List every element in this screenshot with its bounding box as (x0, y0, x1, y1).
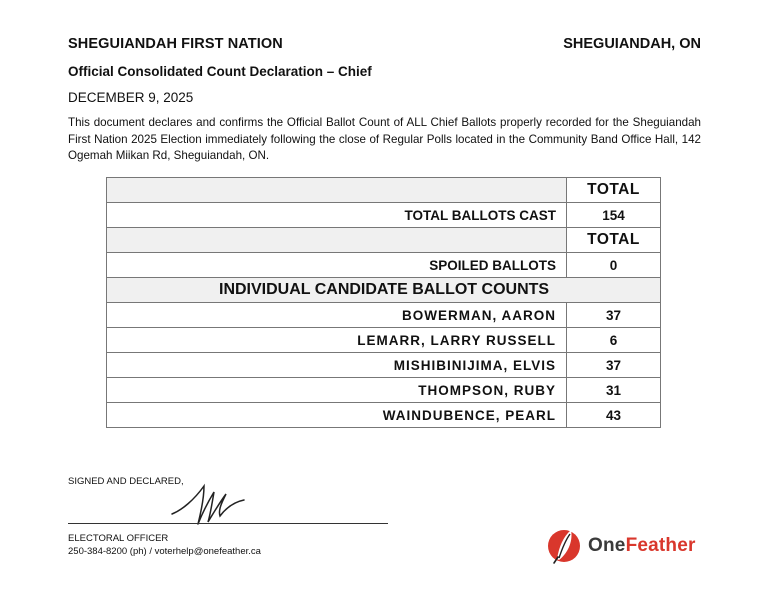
document-title: Official Consolidated Count Declaration – Chief (68, 64, 372, 79)
candidate-votes: 37 (567, 353, 661, 378)
candidate-row (107, 328, 661, 353)
ballots-cast-value: 154 (567, 203, 661, 228)
section-header-row (107, 278, 661, 303)
spoiled-ballots-value: 0 (567, 253, 661, 278)
logo-wordmark (588, 535, 696, 557)
logo-text-one: One (588, 535, 626, 556)
candidate-votes: 37 (567, 303, 661, 328)
table-row (107, 228, 661, 253)
candidate-votes: 31 (567, 378, 661, 403)
candidate-name: LEMARR, LARRY RUSSELL (107, 328, 567, 353)
table-row (107, 178, 661, 203)
location: SHEGUIANDAH, ON (563, 36, 701, 52)
signed-declared-label: SIGNED AND DECLARED, (68, 476, 184, 487)
candidate-row (107, 403, 661, 428)
candidate-row (107, 353, 661, 378)
table-cell (107, 178, 567, 203)
signature-line (68, 523, 388, 524)
signature-icon (168, 478, 258, 528)
candidate-row (107, 303, 661, 328)
spoiled-ballots-label: SPOILED BALLOTS (107, 253, 567, 278)
candidate-name: MISHIBINIJIMA, ELVIS (107, 353, 567, 378)
candidate-name: THOMPSON, RUBY (107, 378, 567, 403)
table-row (107, 253, 661, 278)
candidate-row (107, 378, 661, 403)
onefeather-logo (546, 522, 696, 570)
logo-text-feather: Feather (625, 535, 696, 556)
total-header: TOTAL (567, 178, 661, 203)
total-header: TOTAL (567, 228, 661, 253)
officer-title: ELECTORAL OFFICER (68, 533, 169, 544)
candidate-name: WAINDUBENCE, PEARL (107, 403, 567, 428)
declaration-date: DECEMBER 9, 2025 (68, 90, 194, 105)
table-cell (107, 228, 567, 253)
organization-name: SHEGUIANDAH FIRST NATION (68, 36, 283, 52)
ballots-cast-label: TOTAL BALLOTS CAST (107, 203, 567, 228)
officer-contact: 250-384-8200 (ph) / voterhelp@onefeather.ca (68, 546, 261, 557)
candidate-name: BOWERMAN, AARON (107, 303, 567, 328)
ballot-count-table (106, 177, 661, 428)
table-row (107, 203, 661, 228)
section-title: INDIVIDUAL CANDIDATE BALLOT COUNTS (107, 278, 661, 303)
intro-paragraph: This document declares and confirms the Official Ballot Count of ALL Chief Ballots properly recorded for the Sheguiandah First Nation 2025 Election immediately following the close of Regular Polls located in the Community Band Office Hall, 142 Ogemah Miikan Rd, Sheguiandah, ON. (68, 116, 701, 162)
feather-icon (546, 523, 582, 569)
candidate-votes: 6 (567, 328, 661, 353)
candidate-votes: 43 (567, 403, 661, 428)
